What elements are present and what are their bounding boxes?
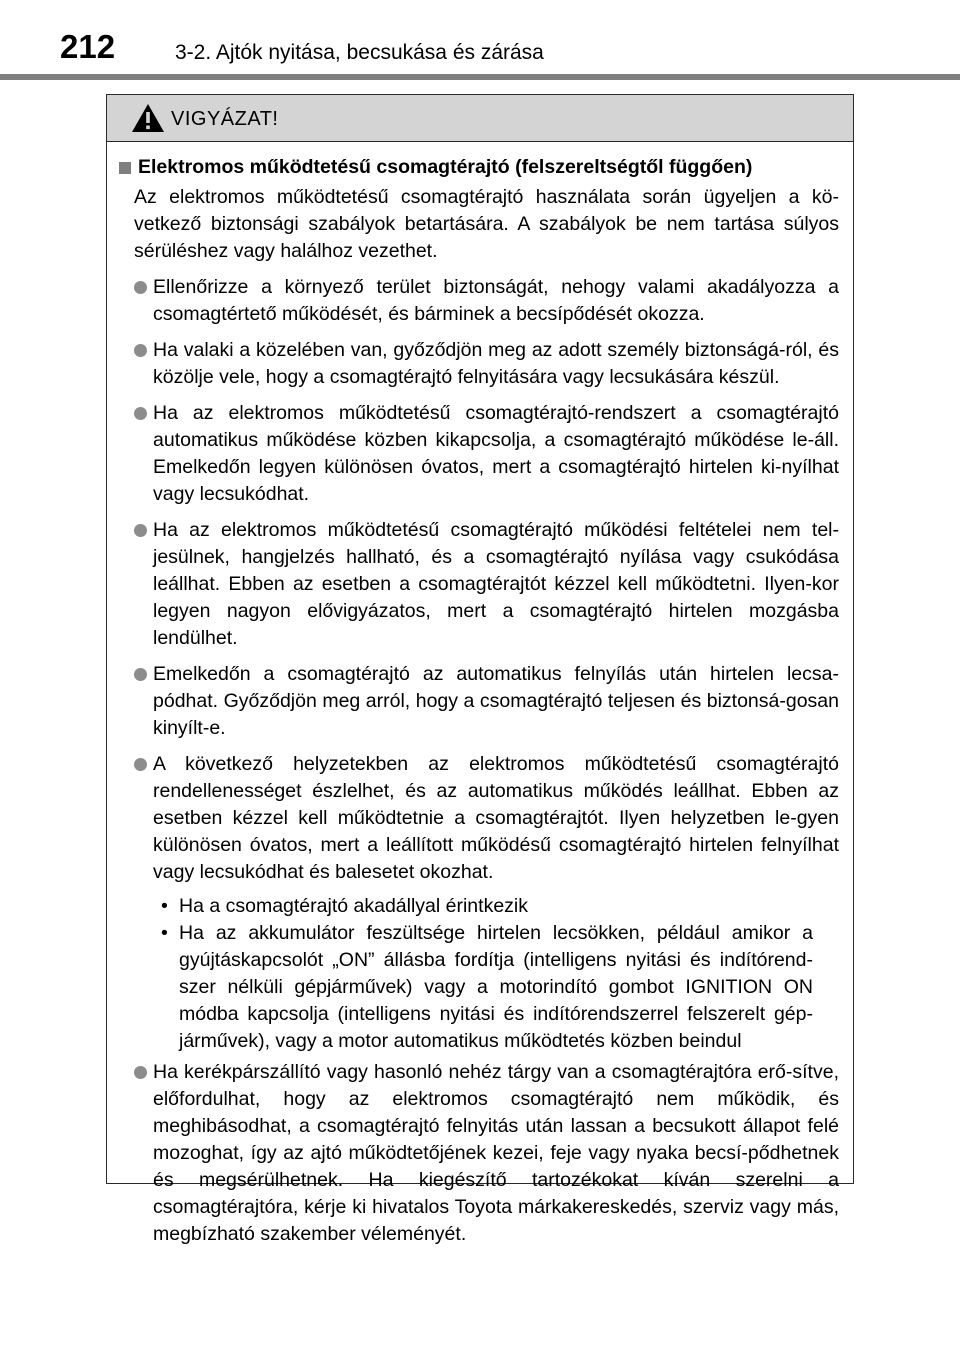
bullet-dot-icon [134, 281, 147, 294]
list-item [119, 661, 839, 742]
intro-text: Az elektromos működtetésű csomagtérajtó használata során ügyeljen a kö-vetkező biztonsági szabályok betartására. A szabályok be nem tartása súlyos sérüléshez vagy halálhoz vezethet. [134, 186, 839, 262]
list-item-text: Emelkedőn a csomagtérajtó az automatikus felnyílás után hirtelen lecsa-pódhat. Győződjön meg arról, hogy a csomagtérajtó teljesen és biztonsá-gosan kinyílt-e. [153, 663, 839, 739]
sub-list-item-text: Ha a csomagtérajtó akadállyal érintkezik [179, 895, 529, 917]
list-item-text: Ha az elektromos működtetésű csomagtérajtó működési feltételei nem tel-jesülnek, hangjelzés hallható, és a csomagtérajtó nyílása vagy csukódása leállhat. Ebben az esetben a csomagtérajtót kézzel kell működtetni. Ilyen-kor legyen nagyon elővigyázatos, mert a csomagtérajtó hirtelen mozgásba lendülhet. [153, 519, 839, 649]
sub-list-item [153, 920, 839, 1055]
section-title: 3-2. Ajtók nyitása, becsukása és zárása [175, 41, 544, 64]
list-item-text: Ellenőrizze a környező terület biztonságát, nehogy valami akadályozza a csomagtértető működését, és bárminek a becsípődését okozza. [153, 276, 839, 325]
page-number: 212 [60, 28, 116, 65]
list-item-text: A következő helyzetekben az elektromos működtetésű csomagtérajtó rendellenességet észlelhet, és az automatikus működés leállhat. Ebben az esetben kézzel kell működtetnie a csomagtérajtót. Ilyen helyzetben le-gyen különösen óvatos, mert a leállított működésű csomagtérajtó hirtelen felnyílhat vagy lecsukódhat és balesetet okozhat. [153, 753, 839, 883]
small-bullet-icon: • [161, 895, 168, 917]
bullet-dot-icon [134, 1066, 147, 1079]
warning-icon [131, 103, 165, 133]
caution-body [107, 142, 853, 1248]
list-item [119, 1059, 839, 1248]
list-item [119, 517, 839, 652]
list-item [119, 274, 839, 328]
bullet-dot-icon [134, 407, 147, 420]
caution-title: VIGYÁZAT! [171, 107, 279, 130]
heading-text: Elektromos működtetésű csomagtérajtó (felszereltségtől függően) [138, 156, 753, 178]
bullet-dot-icon [134, 524, 147, 537]
list-item [119, 400, 839, 508]
sub-list [119, 893, 839, 1055]
caution-header [107, 95, 853, 142]
caution-list [119, 274, 839, 1248]
sub-list-item-text: Ha az akkumulátor feszültsége hirtelen lecsökken, például amikor a gyújtáskapcsolót „ON” állásba fordítja (intelligens nyitási és indítórend-szer nélküli gépjárművek) vagy a motorindító gombot IGNITION ON módba kapcsolja (intelligens nyitási és indítórendszerrel felszerelt gép-járművek), vagy a motor automatikus működtetés közben beindul [179, 922, 813, 1052]
list-item-text: Ha valaki a közelében van, győződjön meg az adott személy biztonságá-ról, és közölje vele, hogy a csomagtérajtó felnyitására vagy lecsukására készül. [153, 339, 839, 388]
square-bullet-icon [119, 162, 131, 174]
caution-box [106, 94, 854, 1245]
bullet-dot-icon [134, 668, 147, 681]
bullet-dot-icon [134, 344, 147, 357]
section-heading [119, 154, 839, 181]
bullet-dot-icon [134, 758, 147, 771]
small-bullet-icon: • [161, 922, 168, 944]
list-item-text: Ha kerékpárszállító vagy hasonló nehéz tárgy van a csomagtérajtóra erő-sítve, előfordulhat, hogy az elektromos csomagtérajtó nem működik, és meghibásodhat, a csomagtérajtó felnyitás után lassan a becsukott állapot felé mozoghat, így az ajtó működtetőjének kezei, feje vagy nyaka becsí-pődhetnek és megsérülhetnek. Ha kiegészítő tartozékokat kíván szerelni a csomagtérajtóra, kérje ki hivatalos Toyota márkakereskedés, szerviz vagy más, megbízható szakember véleményét. [153, 1061, 839, 1245]
sub-list-item [153, 893, 839, 920]
list-item-text: Ha az elektromos működtetésű csomagtérajtó-rendszert a csomagtérajtó automatikus működése közben kikapcsolja, a csomagtérajtó működése le-áll. Emelkedőn legyen különösen óvatos, mert a csomagtérajtó hirtelen ki-nyílhat vagy lecsukódhat. [153, 402, 839, 505]
list-item [119, 337, 839, 391]
header-rule [0, 74, 960, 80]
list-item [119, 751, 839, 886]
